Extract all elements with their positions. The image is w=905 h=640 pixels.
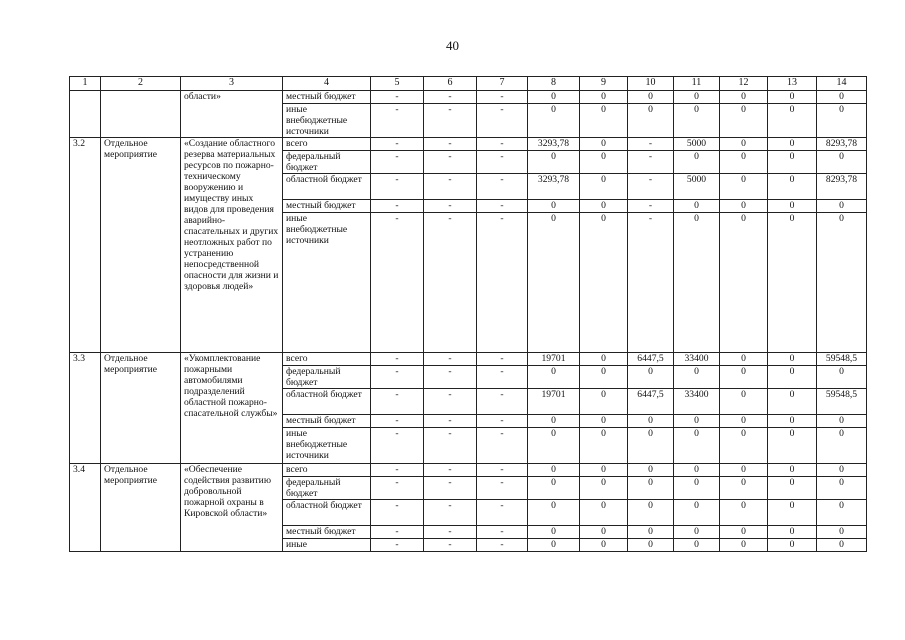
value-cell: 0 <box>720 366 768 389</box>
value-cell: 0 <box>768 539 817 552</box>
column-number: 4 <box>283 77 371 91</box>
value-cell: 0 <box>628 415 674 428</box>
value-cell: 0 <box>768 104 817 138</box>
page-number: 40 <box>446 38 459 53</box>
value-cell: 0 <box>768 138 817 151</box>
value-cell: 0 <box>720 104 768 138</box>
value-cell: - <box>424 213 477 353</box>
value-cell: - <box>477 500 528 526</box>
funding-source: иные внебюджетные источники <box>283 213 371 353</box>
value-cell: 0 <box>580 539 628 552</box>
column-number: 1 <box>70 77 101 91</box>
value-cell: 0 <box>817 500 867 526</box>
item-name: «Создание областного резерва материальных ресурсов по пожарно-техническому вооружению и имуществу иных видов для проведения аварийно-спасательных и других неотложных работ по устранению непосредственной опасности для жизни и здоровья людей» <box>181 138 283 353</box>
value-cell: 0 <box>768 526 817 539</box>
value-cell: 0 <box>768 477 817 500</box>
funding-source: местный бюджет <box>283 91 371 104</box>
value-cell: 0 <box>674 526 720 539</box>
value-cell: 19701 <box>528 389 580 415</box>
value-cell: - <box>371 464 424 477</box>
value-cell: 0 <box>817 539 867 552</box>
column-number: 13 <box>768 77 817 91</box>
value-cell: 0 <box>817 477 867 500</box>
item-number: 3.4 <box>70 464 101 552</box>
value-cell: - <box>477 477 528 500</box>
value-cell: - <box>477 389 528 415</box>
value-cell: 0 <box>720 213 768 353</box>
funding-source: иные внебюджетные источники <box>283 104 371 138</box>
value-cell: 0 <box>817 464 867 477</box>
value-cell: 0 <box>720 151 768 174</box>
value-cell: - <box>424 91 477 104</box>
value-cell: - <box>477 138 528 151</box>
value-cell: - <box>424 539 477 552</box>
value-cell: 0 <box>720 200 768 213</box>
value-cell: 0 <box>674 104 720 138</box>
value-cell: 3293,78 <box>528 138 580 151</box>
value-cell: - <box>371 415 424 428</box>
value-cell: 0 <box>720 389 768 415</box>
column-number: 11 <box>674 77 720 91</box>
value-cell: 0 <box>674 415 720 428</box>
value-cell: 0 <box>628 526 674 539</box>
value-cell: 0 <box>580 174 628 200</box>
value-cell: 0 <box>674 151 720 174</box>
value-cell: 0 <box>674 464 720 477</box>
value-cell: 0 <box>628 104 674 138</box>
value-cell: 5000 <box>674 138 720 151</box>
value-cell: 0 <box>528 539 580 552</box>
value-cell: - <box>371 389 424 415</box>
value-cell: 0 <box>768 389 817 415</box>
funding-source: федеральный бюджет <box>283 366 371 389</box>
value-cell: - <box>371 477 424 500</box>
value-cell: 0 <box>817 428 867 464</box>
value-cell: - <box>424 477 477 500</box>
value-cell: - <box>424 104 477 138</box>
value-cell: 0 <box>528 91 580 104</box>
value-cell: 0 <box>628 477 674 500</box>
table-row <box>70 138 867 151</box>
column-number: 3 <box>181 77 283 91</box>
column-number: 14 <box>817 77 867 91</box>
value-cell: 0 <box>528 200 580 213</box>
value-cell: 6447,5 <box>628 353 674 366</box>
funding-source: всего <box>283 138 371 151</box>
value-cell: 0 <box>720 138 768 151</box>
value-cell: 0 <box>674 539 720 552</box>
item-type <box>101 91 181 138</box>
value-cell: 0 <box>528 415 580 428</box>
value-cell: 0 <box>674 91 720 104</box>
value-cell: - <box>628 200 674 213</box>
value-cell: 6447,5 <box>628 389 674 415</box>
value-cell: - <box>371 526 424 539</box>
value-cell: 0 <box>580 353 628 366</box>
value-cell: 0 <box>720 526 768 539</box>
value-cell: 0 <box>768 151 817 174</box>
funding-source: местный бюджет <box>283 200 371 213</box>
value-cell: 0 <box>528 151 580 174</box>
value-cell: 0 <box>674 366 720 389</box>
column-number: 12 <box>720 77 768 91</box>
funding-source: иные внебюджетные источники <box>283 428 371 464</box>
value-cell: 19701 <box>528 353 580 366</box>
column-number: 5 <box>371 77 424 91</box>
value-cell: 0 <box>720 353 768 366</box>
value-cell: - <box>371 500 424 526</box>
value-cell: 8293,78 <box>817 174 867 200</box>
value-cell: 0 <box>628 428 674 464</box>
column-number: 2 <box>101 77 181 91</box>
value-cell: - <box>628 174 674 200</box>
item-name: «Обеспечение содействия развитию добровольной пожарной охраны в Кировской области» <box>181 464 283 552</box>
value-cell: - <box>477 539 528 552</box>
table-row <box>70 464 867 477</box>
column-number: 6 <box>424 77 477 91</box>
value-cell: 0 <box>768 428 817 464</box>
value-cell: 0 <box>580 477 628 500</box>
value-cell: 0 <box>580 138 628 151</box>
column-number-row <box>70 77 867 91</box>
value-cell: 0 <box>768 500 817 526</box>
value-cell: - <box>424 389 477 415</box>
value-cell: - <box>424 464 477 477</box>
value-cell: 0 <box>580 213 628 353</box>
table-row <box>70 353 867 366</box>
value-cell: - <box>477 353 528 366</box>
value-cell: - <box>371 366 424 389</box>
value-cell: - <box>371 428 424 464</box>
item-number: 3.2 <box>70 138 101 353</box>
value-cell: 0 <box>817 151 867 174</box>
value-cell: 0 <box>768 213 817 353</box>
funding-source: всего <box>283 464 371 477</box>
value-cell: 59548,5 <box>817 353 867 366</box>
value-cell: 0 <box>720 464 768 477</box>
value-cell: 0 <box>674 477 720 500</box>
value-cell: 0 <box>628 464 674 477</box>
item-number <box>70 91 101 138</box>
value-cell: - <box>477 213 528 353</box>
value-cell: 0 <box>528 464 580 477</box>
value-cell: 0 <box>768 174 817 200</box>
value-cell: 0 <box>768 200 817 213</box>
value-cell: 3293,78 <box>528 174 580 200</box>
value-cell: 0 <box>580 500 628 526</box>
value-cell: 5000 <box>674 174 720 200</box>
value-cell: - <box>477 91 528 104</box>
funding-source: федеральный бюджет <box>283 477 371 500</box>
value-cell: 33400 <box>674 389 720 415</box>
funding-source: иные <box>283 539 371 552</box>
funding-source: федеральный бюджет <box>283 151 371 174</box>
value-cell: 0 <box>768 415 817 428</box>
value-cell: - <box>424 174 477 200</box>
item-name: «Укомплектование пожарными автомобилями подразделений областной пожарно-спасательной службы» <box>181 353 283 464</box>
column-number: 8 <box>528 77 580 91</box>
value-cell: 8293,78 <box>817 138 867 151</box>
value-cell: 0 <box>580 366 628 389</box>
value-cell: - <box>477 428 528 464</box>
value-cell: - <box>371 213 424 353</box>
value-cell: - <box>371 91 424 104</box>
value-cell: - <box>371 104 424 138</box>
value-cell: 0 <box>720 500 768 526</box>
value-cell: - <box>371 174 424 200</box>
value-cell: 0 <box>580 464 628 477</box>
table-row <box>70 91 867 104</box>
value-cell: 0 <box>674 428 720 464</box>
value-cell: 0 <box>528 500 580 526</box>
value-cell: - <box>424 138 477 151</box>
value-cell: 0 <box>817 366 867 389</box>
budget-table <box>69 76 867 552</box>
value-cell: 0 <box>768 366 817 389</box>
value-cell: 0 <box>580 200 628 213</box>
item-type: Отдельное мероприятие <box>101 353 181 464</box>
value-cell: 0 <box>768 353 817 366</box>
value-cell: - <box>424 428 477 464</box>
value-cell: - <box>628 213 674 353</box>
funding-source: областной бюджет <box>283 389 371 415</box>
value-cell: - <box>371 151 424 174</box>
value-cell: 0 <box>580 91 628 104</box>
value-cell: 0 <box>720 539 768 552</box>
value-cell: 0 <box>580 415 628 428</box>
value-cell: - <box>628 151 674 174</box>
value-cell: 0 <box>817 91 867 104</box>
funding-source: областной бюджет <box>283 174 371 200</box>
value-cell: 0 <box>528 428 580 464</box>
value-cell: - <box>424 500 477 526</box>
value-cell: - <box>424 526 477 539</box>
value-cell: - <box>371 353 424 366</box>
funding-source: всего <box>283 353 371 366</box>
value-cell: 0 <box>674 500 720 526</box>
value-cell: 59548,5 <box>817 389 867 415</box>
value-cell: - <box>477 526 528 539</box>
value-cell: - <box>424 151 477 174</box>
value-cell: 0 <box>768 91 817 104</box>
value-cell: - <box>477 464 528 477</box>
item-type: Отдельное мероприятие <box>101 464 181 552</box>
value-cell: 0 <box>817 104 867 138</box>
funding-source: местный бюджет <box>283 526 371 539</box>
value-cell: - <box>371 539 424 552</box>
item-number: 3.3 <box>70 353 101 464</box>
value-cell: 0 <box>817 415 867 428</box>
value-cell: 0 <box>720 428 768 464</box>
value-cell: 0 <box>817 526 867 539</box>
item-name: области» <box>181 91 283 138</box>
value-cell: 0 <box>768 464 817 477</box>
value-cell: 0 <box>580 151 628 174</box>
value-cell: 0 <box>528 366 580 389</box>
column-number: 7 <box>477 77 528 91</box>
value-cell: 0 <box>528 477 580 500</box>
value-cell: - <box>477 174 528 200</box>
value-cell: 0 <box>580 104 628 138</box>
value-cell: 0 <box>674 200 720 213</box>
value-cell: - <box>477 151 528 174</box>
value-cell: 0 <box>580 428 628 464</box>
value-cell: - <box>424 415 477 428</box>
column-number: 9 <box>580 77 628 91</box>
value-cell: 0 <box>528 104 580 138</box>
value-cell: 0 <box>674 213 720 353</box>
value-cell: - <box>371 200 424 213</box>
value-cell: 0 <box>817 200 867 213</box>
value-cell: - <box>424 200 477 213</box>
value-cell: 33400 <box>674 353 720 366</box>
value-cell: 0 <box>628 366 674 389</box>
value-cell: 0 <box>628 91 674 104</box>
value-cell: - <box>477 200 528 213</box>
value-cell: - <box>628 138 674 151</box>
value-cell: 0 <box>628 539 674 552</box>
funding-source: местный бюджет <box>283 415 371 428</box>
value-cell: - <box>424 366 477 389</box>
value-cell: 0 <box>720 415 768 428</box>
funding-source: областной бюджет <box>283 500 371 526</box>
value-cell: - <box>477 366 528 389</box>
value-cell: 0 <box>720 477 768 500</box>
value-cell: 0 <box>580 389 628 415</box>
value-cell: - <box>477 415 528 428</box>
value-cell: - <box>477 104 528 138</box>
item-type: Отдельное мероприятие <box>101 138 181 353</box>
value-cell: 0 <box>720 91 768 104</box>
value-cell: 0 <box>817 213 867 353</box>
value-cell: 0 <box>580 526 628 539</box>
value-cell: - <box>371 138 424 151</box>
value-cell: 0 <box>528 213 580 353</box>
column-number: 10 <box>628 77 674 91</box>
value-cell: 0 <box>720 174 768 200</box>
value-cell: 0 <box>528 526 580 539</box>
value-cell: 0 <box>628 500 674 526</box>
value-cell: - <box>424 353 477 366</box>
